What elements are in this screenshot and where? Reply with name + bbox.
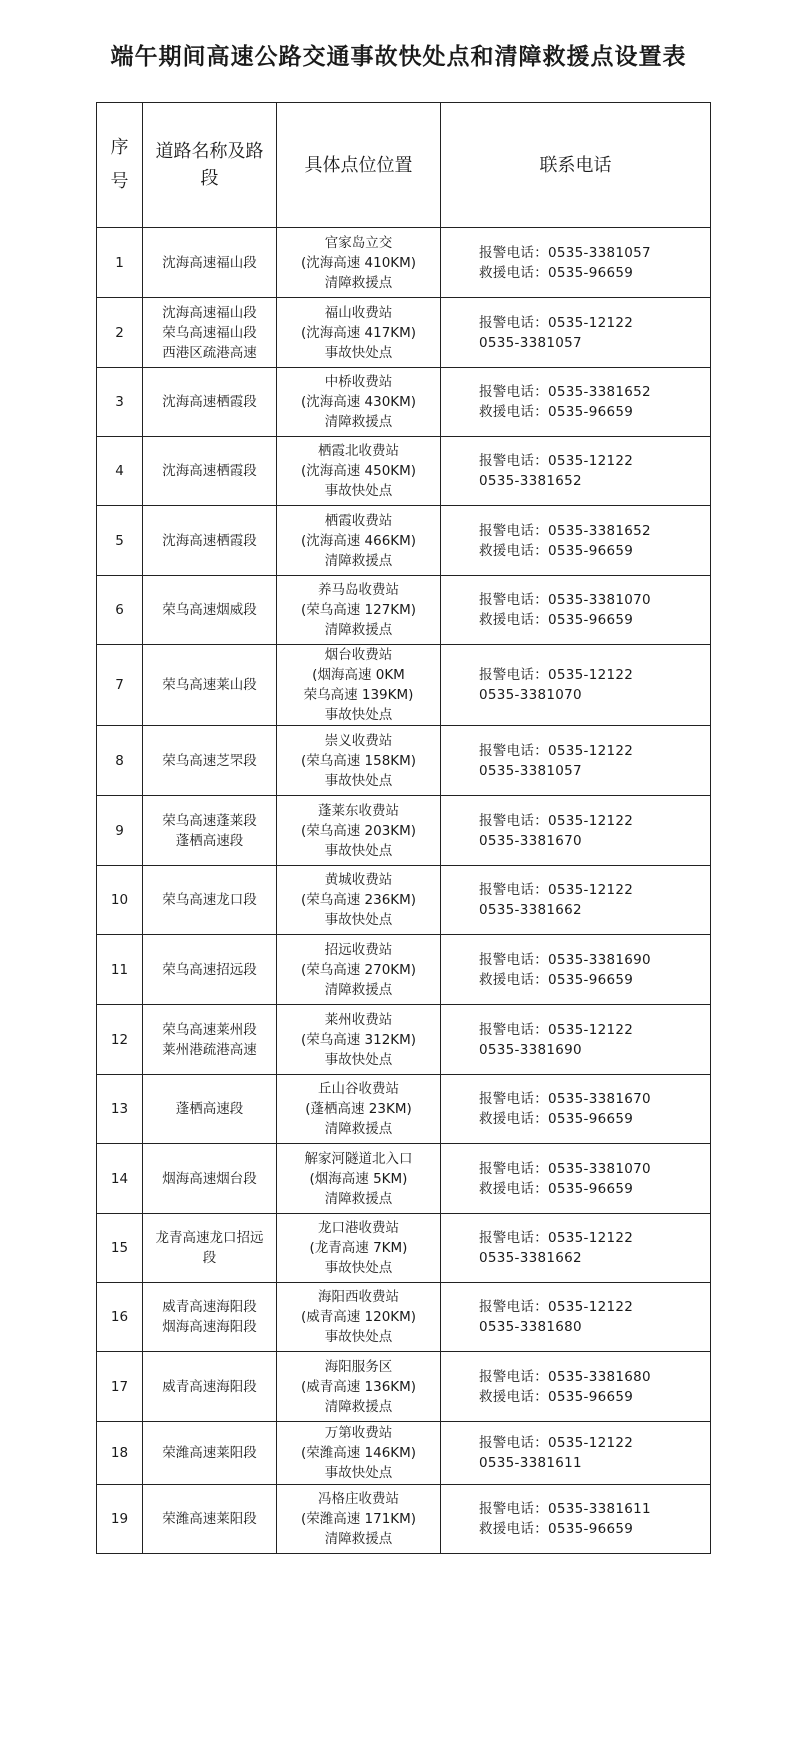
table-row xyxy=(97,1485,711,1554)
row-location-line: 蓬莱东收费站 xyxy=(318,802,399,819)
row-location-line: 清障救援点 xyxy=(324,1398,393,1415)
row-seq: 4 xyxy=(97,437,143,506)
row-phone-line: 报警电话：0535-12122 xyxy=(479,1021,634,1038)
row-phone-line: 报警电话：0535-12122 xyxy=(479,667,634,683)
row-road-line: 蓬栖高速段 xyxy=(175,832,244,849)
row-seq: 17 xyxy=(97,1352,143,1422)
row-phone-line: 报警电话：0535-12122 xyxy=(479,882,634,898)
row-phone-line: 0535-3381070 xyxy=(479,687,582,703)
row-phone xyxy=(441,1214,711,1283)
row-phone xyxy=(441,437,711,506)
row-phone xyxy=(441,796,711,866)
row-seq: 2 xyxy=(97,298,143,368)
row-location xyxy=(277,1485,441,1554)
row-location-line: 事故快处点 xyxy=(324,483,393,499)
rescue-point-table xyxy=(96,102,711,1554)
row-phone xyxy=(441,1485,711,1554)
row-road-line: 烟海高速海阳段 xyxy=(162,1319,257,1335)
row-road xyxy=(143,1283,277,1352)
row-phone xyxy=(441,1283,711,1352)
row-road-line: 荣乌高速招远段 xyxy=(162,961,257,978)
row-seq: 18 xyxy=(97,1422,143,1485)
row-location-line: 事故快处点 xyxy=(324,707,393,723)
table-row xyxy=(97,368,711,437)
row-phone xyxy=(441,298,711,368)
row-phone-line: 报警电话：0535-12122 xyxy=(479,314,634,331)
row-location-line: 栖霞收费站 xyxy=(324,512,393,529)
row-location-line: (威青高速 120KM) xyxy=(300,1309,417,1325)
row-location-line: 清障救援点 xyxy=(324,1190,393,1207)
row-road xyxy=(143,1485,277,1554)
page-title: 端午期间高速公路交通事故快处点和清障救援点设置表 xyxy=(110,44,687,70)
row-location-line: (荣乌高速 158KM) xyxy=(300,752,417,769)
row-location-line: (沈海高速 450KM) xyxy=(300,463,417,479)
row-location-line: (龙青高速 7KM) xyxy=(309,1240,408,1256)
row-phone xyxy=(441,1005,711,1075)
row-location xyxy=(277,1352,441,1422)
table-row xyxy=(97,506,711,576)
row-seq: 9 xyxy=(97,796,143,866)
row-location-line: 黄城收费站 xyxy=(324,872,393,888)
row-phone-line: 0535-3381611 xyxy=(479,1455,582,1471)
row-road-line: 荣乌高速莱州段 xyxy=(162,1021,257,1038)
table-row xyxy=(97,1283,711,1352)
row-phone-line: 0535-3381690 xyxy=(479,1041,582,1058)
row-location-line: 冯格庄收费站 xyxy=(318,1491,399,1507)
row-seq: 11 xyxy=(97,935,143,1005)
row-location-line: (沈海高速 410KM) xyxy=(300,254,417,271)
row-road-line: 荣乌高速福山段 xyxy=(162,324,257,341)
row-location-line: 清障救援点 xyxy=(324,1531,393,1547)
row-location xyxy=(277,506,441,576)
row-road-line: 烟海高速烟台段 xyxy=(162,1170,257,1187)
row-road xyxy=(143,645,277,726)
row-location-line: (荣乌高速 236KM) xyxy=(300,892,417,908)
row-seq: 1 xyxy=(97,228,143,298)
row-phone-line: 救援电话：0535-96659 xyxy=(479,542,634,559)
row-road-line: 沈海高速栖霞段 xyxy=(162,463,257,479)
row-location-line: (威青高速 136KM) xyxy=(300,1378,417,1395)
row-phone-line: 报警电话：0535-3381652 xyxy=(479,384,651,400)
row-location-line: 事故快处点 xyxy=(324,772,393,789)
row-phone-line: 报警电话：0535-12122 xyxy=(479,812,634,829)
row-location-line: 事故快处点 xyxy=(324,912,393,928)
row-phone-line: 报警电话：0535-3381680 xyxy=(479,1368,651,1385)
row-road xyxy=(143,796,277,866)
row-location-line: 荣乌高速 139KM) xyxy=(303,687,414,703)
row-phone-line: 0535-3381662 xyxy=(479,902,582,918)
row-phone-line: 救援电话：0535-96659 xyxy=(479,1111,634,1127)
row-seq: 6 xyxy=(97,576,143,645)
row-road xyxy=(143,1075,277,1144)
row-location-line: 万第收费站 xyxy=(324,1425,393,1441)
row-phone xyxy=(441,935,711,1005)
row-phone xyxy=(441,866,711,935)
row-phone xyxy=(441,576,711,645)
row-location xyxy=(277,1005,441,1075)
row-location-line: (荣潍高速 146KM) xyxy=(300,1445,417,1461)
row-location-line: 事故快处点 xyxy=(324,1051,393,1068)
row-phone-line: 0535-3381652 xyxy=(479,473,582,489)
row-phone-line: 报警电话：0535-12122 xyxy=(479,742,634,759)
table-row xyxy=(97,866,711,935)
header-location: 具体点位位置 xyxy=(277,103,441,228)
row-location-line: 清障救援点 xyxy=(324,274,393,291)
row-location-line: (荣乌高速 270KM) xyxy=(300,961,417,978)
table-row xyxy=(97,576,711,645)
header-road-line2: 段 xyxy=(200,168,219,189)
header-phone: 联系电话 xyxy=(441,103,711,228)
row-road-line: 荣潍高速莱阳段 xyxy=(162,1445,257,1461)
row-phone-line: 报警电话：0535-3381670 xyxy=(479,1091,651,1107)
row-road xyxy=(143,437,277,506)
row-phone-line: 救援电话：0535-96659 xyxy=(479,1388,634,1405)
row-phone xyxy=(441,726,711,796)
row-phone-line: 报警电话：0535-3381070 xyxy=(479,1160,651,1177)
row-phone-line: 救援电话：0535-96659 xyxy=(479,1521,634,1537)
row-seq: 13 xyxy=(97,1075,143,1144)
row-location-line: (荣乌高速 312KM) xyxy=(300,1031,417,1048)
row-phone-line: 救援电话：0535-96659 xyxy=(479,971,634,988)
row-road xyxy=(143,1422,277,1485)
row-location-line: 海阳服务区 xyxy=(324,1358,393,1375)
row-phone-line: 0535-3381680 xyxy=(479,1319,582,1335)
row-phone-line: 报警电话：0535-12122 xyxy=(479,1230,634,1246)
row-phone-line: 报警电话：0535-12122 xyxy=(479,453,634,469)
row-location-line: 事故快处点 xyxy=(324,1260,393,1276)
row-phone-line: 0535-3381662 xyxy=(479,1250,582,1266)
row-location-line: 栖霞北收费站 xyxy=(318,443,399,459)
table-row xyxy=(97,437,711,506)
row-phone-line: 救援电话：0535-96659 xyxy=(479,404,634,420)
row-road-line: 威青高速海阳段 xyxy=(162,1299,257,1315)
row-road xyxy=(143,506,277,576)
row-road-line: 荣乌高速龙口段 xyxy=(162,892,257,908)
table-row xyxy=(97,1214,711,1283)
row-phone-line: 报警电话：0535-3381690 xyxy=(479,951,651,968)
row-location xyxy=(277,368,441,437)
row-location-line: 事故快处点 xyxy=(324,1465,393,1481)
row-phone-line: 救援电话：0535-96659 xyxy=(479,1180,634,1197)
row-road-line: 沈海高速栖霞段 xyxy=(162,532,257,549)
table-row xyxy=(97,298,711,368)
row-location-line: 莱州收费站 xyxy=(324,1011,393,1028)
row-road xyxy=(143,368,277,437)
row-location-line: (沈海高速 430KM) xyxy=(300,394,417,410)
row-road xyxy=(143,726,277,796)
row-seq: 5 xyxy=(97,506,143,576)
row-location-line: (蓬栖高速 23KM) xyxy=(305,1101,412,1117)
header-road-line1: 道路名称及路 xyxy=(155,141,264,162)
row-road xyxy=(143,866,277,935)
row-phone xyxy=(441,645,711,726)
row-location xyxy=(277,726,441,796)
row-phone xyxy=(441,1422,711,1485)
row-road-line: 沈海高速福山段 xyxy=(162,254,257,271)
row-phone xyxy=(441,1352,711,1422)
row-road-line: 荣潍高速莱阳段 xyxy=(162,1511,257,1527)
row-seq: 7 xyxy=(97,645,143,726)
row-road xyxy=(143,1005,277,1075)
row-seq: 10 xyxy=(97,866,143,935)
row-location-line: 中桥收费站 xyxy=(324,374,393,390)
row-seq: 19 xyxy=(97,1485,143,1554)
row-seq: 3 xyxy=(97,368,143,437)
row-location-line: (荣乌高速 127KM) xyxy=(300,602,417,618)
row-road-line: 荣乌高速芝罘段 xyxy=(162,752,257,769)
row-phone xyxy=(441,228,711,298)
row-road xyxy=(143,228,277,298)
table-row xyxy=(97,1352,711,1422)
table-row xyxy=(97,935,711,1005)
row-location-line: 福山收费站 xyxy=(324,304,393,321)
row-location-line: 龙口港收费站 xyxy=(318,1220,399,1236)
row-phone xyxy=(441,506,711,576)
row-location-line: 事故快处点 xyxy=(324,344,393,361)
row-location xyxy=(277,437,441,506)
row-location-line: (沈海高速 417KM) xyxy=(300,324,417,341)
row-road-line: 莱州港疏港高速 xyxy=(162,1041,257,1058)
row-location-line: (烟海高速 0KM xyxy=(312,667,405,683)
row-location xyxy=(277,1075,441,1144)
row-location xyxy=(277,935,441,1005)
row-location-line: 清障救援点 xyxy=(324,552,393,569)
row-road xyxy=(143,1214,277,1283)
row-seq: 12 xyxy=(97,1005,143,1075)
row-location-line: (沈海高速 466KM) xyxy=(300,532,417,549)
row-road-line: 威青高速海阳段 xyxy=(162,1378,257,1395)
row-location-line: (荣潍高速 171KM) xyxy=(300,1511,417,1527)
table-row xyxy=(97,1422,711,1485)
row-phone-line: 报警电话：0535-3381611 xyxy=(479,1501,651,1517)
row-location xyxy=(277,645,441,726)
row-location xyxy=(277,866,441,935)
row-seq: 14 xyxy=(97,1144,143,1214)
row-location xyxy=(277,228,441,298)
row-phone-line: 报警电话：0535-12122 xyxy=(479,1435,634,1451)
row-phone-line: 救援电话：0535-96659 xyxy=(479,264,634,281)
table-row xyxy=(97,1075,711,1144)
header-road xyxy=(143,103,277,228)
row-road-line: 荣乌高速蓬莱段 xyxy=(162,812,257,829)
row-location-line: 官家岛立交 xyxy=(324,234,393,251)
row-location-line: 解家河隧道北入口 xyxy=(304,1150,413,1167)
row-road-line: 段 xyxy=(202,1250,217,1266)
row-phone-line: 报警电话：0535-3381057 xyxy=(479,244,651,261)
row-road-line: 荣乌高速莱山段 xyxy=(162,677,257,693)
row-location xyxy=(277,796,441,866)
row-location-line: (荣乌高速 203KM) xyxy=(300,822,417,839)
row-location xyxy=(277,1422,441,1485)
row-phone xyxy=(441,1144,711,1214)
row-road-line: 荣乌高速烟威段 xyxy=(162,602,257,618)
row-road xyxy=(143,935,277,1005)
row-location-line: 崇义收费站 xyxy=(324,732,393,749)
row-location-line: (烟海高速 5KM) xyxy=(309,1170,408,1187)
row-seq: 16 xyxy=(97,1283,143,1352)
table-row xyxy=(97,1144,711,1214)
table-row xyxy=(97,228,711,298)
header-seq xyxy=(97,103,143,228)
header-seq-line2: 号 xyxy=(110,171,129,192)
row-location-line: 招远收费站 xyxy=(324,941,393,958)
row-phone xyxy=(441,1075,711,1144)
row-location xyxy=(277,576,441,645)
row-location xyxy=(277,1283,441,1352)
row-road-line: 蓬栖高速段 xyxy=(175,1101,244,1117)
row-phone-line: 0535-3381057 xyxy=(479,334,582,351)
row-road xyxy=(143,298,277,368)
row-location-line: 丘山谷收费站 xyxy=(318,1081,399,1097)
row-phone-line: 救援电话：0535-96659 xyxy=(479,612,634,628)
table-row xyxy=(97,1005,711,1075)
row-road-line: 西港区疏港高速 xyxy=(162,344,257,361)
row-road-line: 龙青高速龙口招远 xyxy=(155,1230,264,1246)
row-location-line: 海阳西收费站 xyxy=(318,1289,399,1305)
row-location-line: 清障救援点 xyxy=(324,981,393,998)
row-seq: 8 xyxy=(97,726,143,796)
row-location-line: 清障救援点 xyxy=(324,414,393,430)
row-phone-line: 报警电话：0535-3381070 xyxy=(479,592,651,608)
row-location-line: 烟台收费站 xyxy=(324,647,393,663)
row-road-line: 沈海高速栖霞段 xyxy=(162,394,257,410)
row-road xyxy=(143,576,277,645)
row-phone-line: 报警电话：0535-12122 xyxy=(479,1299,634,1315)
row-phone-line: 报警电话：0535-3381652 xyxy=(479,522,651,539)
row-phone-line: 0535-3381057 xyxy=(479,762,582,779)
row-location xyxy=(277,298,441,368)
row-location xyxy=(277,1214,441,1283)
row-road xyxy=(143,1352,277,1422)
table-row xyxy=(97,796,711,866)
table-header-row xyxy=(97,103,711,228)
header-seq-line1: 序 xyxy=(110,137,129,158)
table-row xyxy=(97,726,711,796)
row-phone-line: 0535-3381670 xyxy=(479,832,582,849)
row-location-line: 事故快处点 xyxy=(324,1329,393,1345)
row-location-line: 事故快处点 xyxy=(324,842,393,859)
row-seq: 15 xyxy=(97,1214,143,1283)
row-location-line: 养马岛收费站 xyxy=(318,582,399,598)
row-location-line: 清障救援点 xyxy=(324,1121,393,1137)
row-road xyxy=(143,1144,277,1214)
row-location xyxy=(277,1144,441,1214)
row-phone xyxy=(441,368,711,437)
table-row xyxy=(97,645,711,726)
row-road-line: 沈海高速福山段 xyxy=(162,304,257,321)
row-location-line: 清障救援点 xyxy=(324,622,393,638)
